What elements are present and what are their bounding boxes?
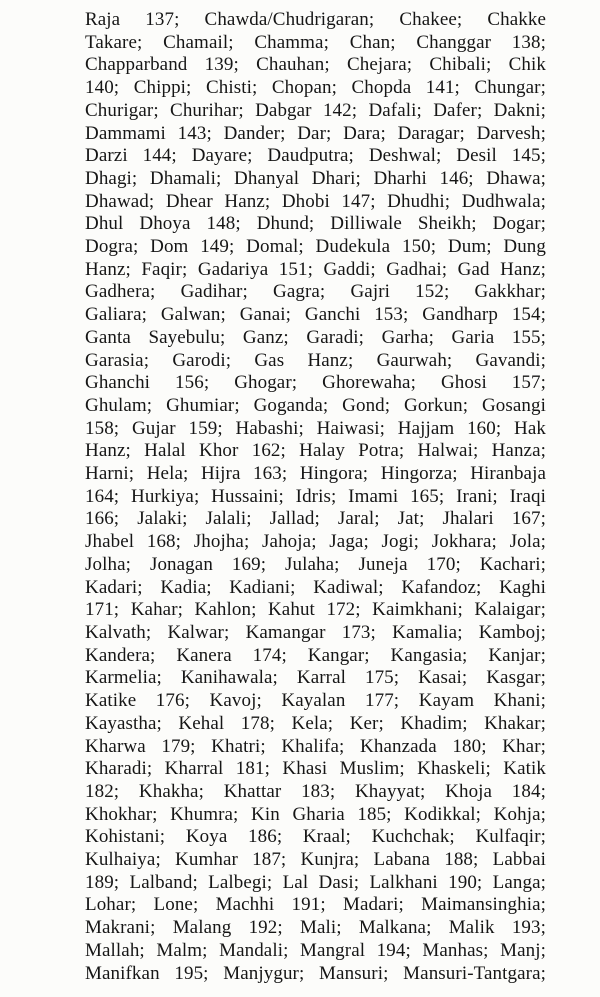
text-line: 140; Chippi; Chisti; Chopan; Chopda 141; Chungar; xyxy=(85,77,546,99)
text-line: Khokhar; Khumra; Kin Gharia 185; Kodikkal; Kohja; xyxy=(85,803,546,825)
text-line: Churigar; Churihar; Dabgar 142; Dafali; Dafer; Dakni; xyxy=(85,99,546,121)
text-line: Kandera; Kanera 174; Kangar; Kangasia; Kanjar; xyxy=(85,644,546,666)
text-line: Dammami 143; Dander; Dar; Dara; Daragar; Darvesh; xyxy=(85,122,546,144)
text-line: Kohistani; Koya 186; Kraal; Kuchchak; Kulfaqir; xyxy=(85,826,546,848)
text-line: 182; Khakha; Khattar 183; Khayyat; Khoja 184; xyxy=(85,780,546,802)
text-line: Kayastha; Kehal 178; Kela; Ker; Khadim; Khakar; xyxy=(85,712,546,734)
text-line: Kharwa 179; Khatri; Khalifa; Khanzada 180; Khar; xyxy=(85,735,546,757)
text-line: Manifkan 195; Manjygur; Mansuri; Mansuri-Tantgara; xyxy=(85,962,546,984)
text-line: Garasia; Garodi; Gas Hanz; Gaurwah; Gavandi; xyxy=(85,349,546,371)
text-line: Ghulam; Ghumiar; Goganda; Gond; Gorkun; Gosangi xyxy=(85,394,546,416)
text-line: Harni; Hela; Hijra 163; Hingora; Hingorza; Hiranbaja xyxy=(85,463,546,485)
text-line: Jhabel 168; Jhojha; Jahoja; Jaga; Jogi; Jokhara; Jola; xyxy=(85,531,546,553)
text-line: Ganta Sayebulu; Ganz; Garadi; Garha; Garia 155; xyxy=(85,326,546,348)
text-line: Takare; Chamail; Chamma; Chan; Changgar 138; xyxy=(85,31,546,53)
text-line: Hanz; Halal Khor 162; Halay Potra; Halwai; Hanza; xyxy=(85,440,546,462)
text-line: Karmelia; Kanihawala; Karral 175; Kasai; Kasgar; xyxy=(85,667,546,689)
text-line: Katike 176; Kavoj; Kayalan 177; Kayam Khani; xyxy=(85,690,546,712)
text-line: Kadari; Kadia; Kadiani; Kadiwal; Kafandoz; Kaghi xyxy=(85,576,546,598)
text-line: Kulhaiya; Kumhar 187; Kunjra; Labana 188; Labbai xyxy=(85,849,546,871)
text-line: Makrani; Malang 192; Mali; Malkana; Malik 193; xyxy=(85,917,546,939)
text-line: Raja 137; Chawda/Chudrigaran; Chakee; Chakke xyxy=(85,9,546,30)
text-line: 164; Hurkiya; Hussaini; Idris; Imami 165; Irani; Iraqi xyxy=(85,485,546,507)
text-line: 171; Kahar; Kahlon; Kahut 172; Kaimkhani; Kalaigar; xyxy=(85,599,546,621)
text-line: Dogra; Dom 149; Domal; Dudekula 150; Dum; Dung xyxy=(85,236,546,258)
text-line: 166; Jalaki; Jalali; Jallad; Jaral; Jat; Jhalari 167; xyxy=(85,508,546,530)
text-line: Mallah; Malm; Mandali; Mangral 194; Manhas; Manj; xyxy=(85,939,546,961)
text-line: Kalvath; Kalwar; Kamangar 173; Kamalia; Kamboj; xyxy=(85,621,546,643)
text-line: Kharadi; Kharral 181; Khasi Muslim; Khaskeli; Katik xyxy=(85,758,546,780)
text-line: 158; Gujar 159; Habashi; Haiwasi; Hajjam 160; Hak xyxy=(85,417,546,439)
text-line: Jolha; Jonagan 169; Julaha; Juneja 170; Kachari; xyxy=(85,553,546,575)
text-line: Lohar; Lone; Machhi 191; Madari; Maimansinghia; xyxy=(85,894,546,916)
text-line: Chapparband 139; Chauhan; Chejara; Chibali; Chik xyxy=(85,54,546,76)
text-line: Dhawad; Dhear Hanz; Dhobi 147; Dhudhi; Dudhwala; xyxy=(85,190,546,212)
text-line: Hanz; Faqir; Gadariya 151; Gaddi; Gadhai; Gad Hanz; xyxy=(85,258,546,280)
text-line: Dhagi; Dhamali; Dhanyal Dhari; Dharhi 146; Dhawa; xyxy=(85,167,546,189)
text-line: Ghanchi 156; Ghogar; Ghorewaha; Ghosi 157; xyxy=(85,372,546,394)
text-line: Galiara; Galwan; Ganai; Ganchi 153; Gandharp 154; xyxy=(85,304,546,326)
body-text xyxy=(85,9,546,985)
text-line: 189; Lalband; Lalbegi; Lal Dasi; Lalkhani 190; Langa; xyxy=(85,871,546,893)
text-line: Gadhera; Gadihar; Gagra; Gajri 152; Gakkhar; xyxy=(85,281,546,303)
text-line: Dhul Dhoya 148; Dhund; Dilliwale Sheikh; Dogar; xyxy=(85,213,546,235)
text-line: Darzi 144; Dayare; Daudputra; Deshwal; Desil 145; xyxy=(85,145,546,167)
